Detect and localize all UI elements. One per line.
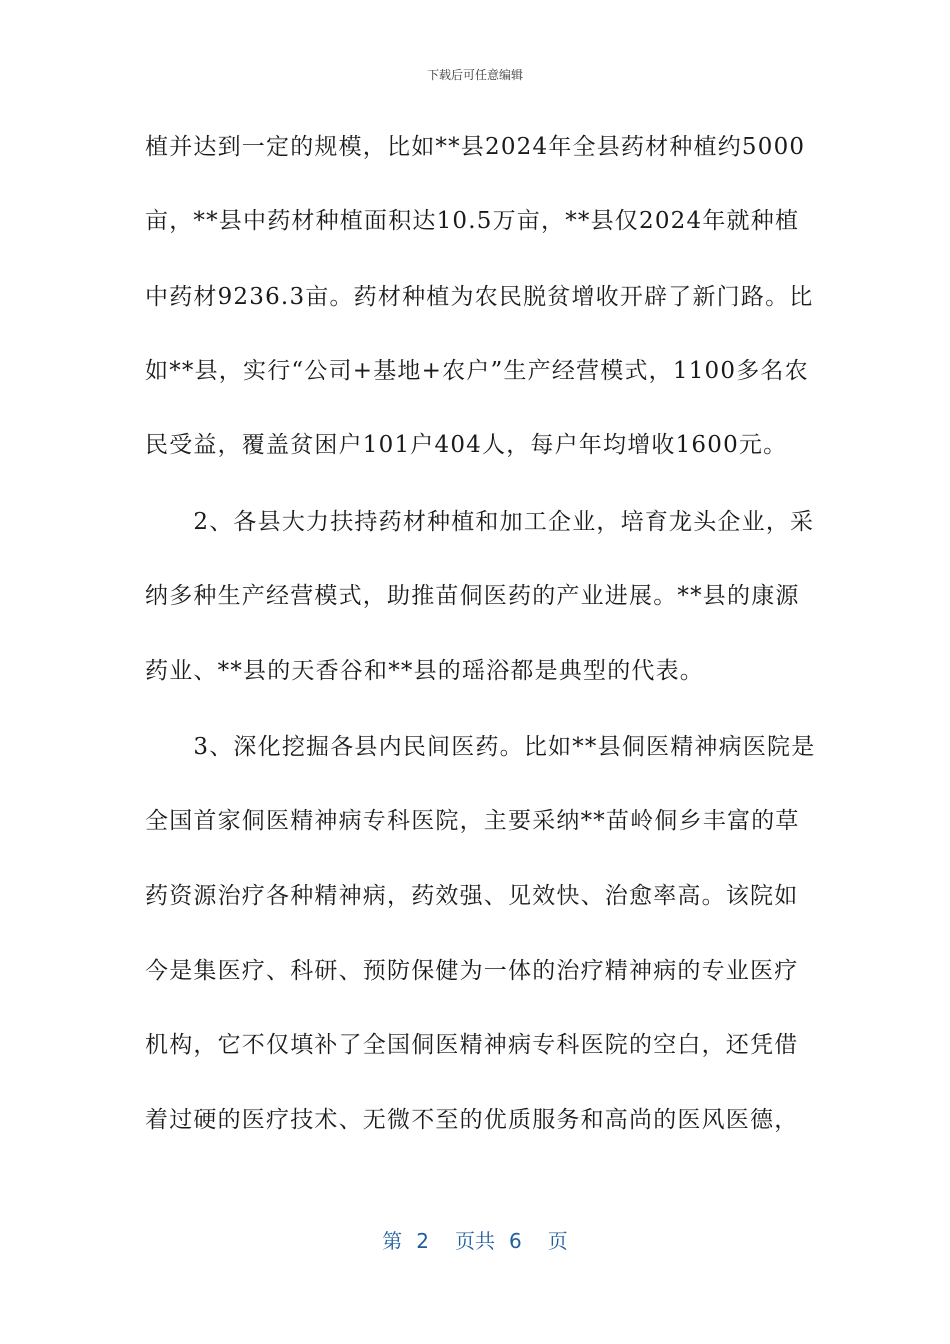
footer-middle: 页共 [455,1229,495,1253]
text-line: 着过硬的医疗技术、无微不至的优质服务和高尚的医风医德， [145,1107,799,1133]
footer-current-page: 2 [416,1229,429,1253]
footer-prefix: 第 [382,1229,403,1253]
text-line: 纳多种生产经营模式，助推苗侗医药的产业进展。**县的康源 [145,583,800,609]
text-line: 今是集医疗、科研、预防保健为一体的治疗精神病的专业医疗 [145,958,799,984]
text-line: 药资源治疗各种精神病，药效强、见效快、治愈率高。该院如 [145,883,799,909]
text-line: 3、深化挖掘各县内民间医药。比如**县侗医精神病医院是 [145,734,816,760]
page-footer [0,1225,950,1254]
text-line: 植并达到一定的规模，比如**县2024年全县药材种植约5000 [145,134,806,160]
text-line: 机构，它不仅填补了全国侗医精神病专科医院的空白，还凭借 [145,1032,799,1058]
text-line: 药业、**县的天香谷和**县的瑶浴都是典型的代表。 [145,658,704,684]
text-line: 中药材9236.3亩。药材种植为农民脱贫增收开辟了新门路。比 [145,284,814,310]
text-line: 民受益，覆盖贫困户101户404人，每户年均增收1600元。 [145,432,788,458]
text-line: 2、各县大力扶持药材种植和加工企业，培育龙头企业，采 [145,509,815,535]
text-line: 全国首家侗医精神病专科医院，主要采纳**苗岭侗乡丰富的草 [145,808,800,834]
footer-total-pages: 6 [509,1229,522,1253]
footer-suffix: 页 [547,1229,568,1253]
text-line: 如**县，实行“公司+基地+农户”生产经营模式，1100多名农 [145,358,809,384]
text-line: 亩，**县中药材种植面积达10.5万亩，**县仅2024年就种植 [145,208,800,234]
header-note: 下载后可任意编辑 [426,68,523,82]
